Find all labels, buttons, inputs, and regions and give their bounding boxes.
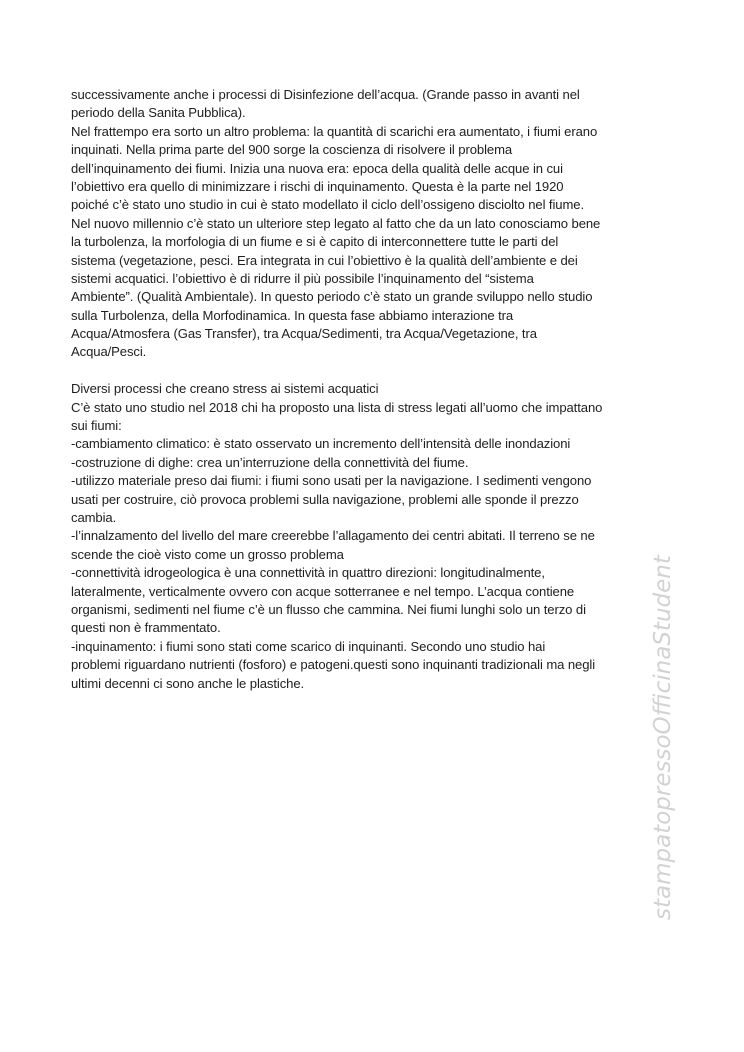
text-line: Nel frattempo era sorto un altro problema: la quantità di scarichi era aumentato, i fiumi erano	[71, 123, 598, 139]
text-line: cambia.	[71, 509, 117, 525]
text-line: -cambiamento climatico: è stato osservato un incremento dell’intensità delle inondazioni	[71, 436, 571, 452]
text-line: ultimi decenni ci sono anche le plastiche.	[71, 675, 305, 691]
text-line: Ambiente”. (Qualità Ambientale). In questo periodo c’è stato un grande sviluppo nello studio	[71, 289, 593, 305]
text-line: Acqua/Atmosfera (Gas Transfer), tra Acqua/Sedimenti, tra Acqua/Vegetazione, tra	[71, 326, 537, 342]
blank-line	[71, 362, 681, 380]
text-line: -utilizzo materiale preso dai fiumi: i fiumi sono usati per la navigazione. I sedimenti vengono	[71, 473, 592, 489]
document-body	[71, 86, 681, 693]
text-line: Acqua/Pesci.	[71, 344, 147, 360]
text-line: poiché c’è stato uno studio in cui è stato modellato il ciclo dell’ossigeno disciolto nel fiume.	[71, 197, 584, 213]
text-line: sistemi acquatici. l’obiettivo è di ridurre il più possibile l’inquinamento del “sistema	[71, 270, 534, 286]
text-line: inquinati. Nella prima parte del 900 sorge la coscienza di risolvere il problema	[71, 142, 513, 158]
text-line: dell’inquinamento dei fiumi. Inizia una nuova era: epoca della qualità delle acque in cui	[71, 160, 563, 176]
text-line: sistema (vegetazione, pesci. Era integrata in cui l’obiettivo è la qualità dell’ambiente e dei	[71, 252, 578, 268]
text-line: -connettività idrogeologica è una connettività in quattro direzioni: longitudinalmente,	[71, 565, 545, 581]
text-line: successivamente anche i processi di Disinfezione dell’acqua. (Grande passo in avanti nel	[71, 87, 580, 102]
text-line: C’è stato uno studio nel 2018 chi ha proposto una lista di stress legati all’uomo che impattano	[71, 399, 603, 415]
text-line: lateralmente, verticalmente ovvero con acque sotterranee e nel tempo. L’acqua contiene	[71, 583, 575, 599]
text-line: periodo della Sanita Pubblica).	[71, 105, 246, 121]
text-line: usati per costruire, ciò provoca problemi sulla navigazione, problemi alle sponde il prezzo	[71, 491, 579, 507]
text-line: problemi riguardano nutrienti (fosforo) e patogeni.questi sono inquinanti tradizionali ma negli	[71, 657, 596, 673]
watermark: stampatopressoOfficinaStudent	[650, 555, 676, 920]
text-line: organismi, sedimenti nel fiume c’è un flusso che cammina. Nei fiumi lunghi solo un terzo di	[71, 601, 586, 617]
text-line: sulla Turbolenza, della Morfodinamica. In questa fase abbiamo interazione tra	[71, 307, 514, 323]
text-line: sui fiumi:	[71, 418, 122, 434]
text-line: la turbolenza, la morfologia di un fiume e si è capito di interconnettere tutte le parti del	[71, 234, 559, 250]
text-line: -inquinamento: i fiumi sono stati come scarico di inquinanti. Secondo uno studio hai	[71, 638, 546, 654]
text-line: -l’innalzamento del livello del mare creerebbe l’allagamento dei centri abitati. Il terreno se ne	[71, 528, 595, 544]
text-line: l’obiettivo era quello di minimizzare i rischi di inquinamento. Questa è la parte nel 1920	[71, 178, 564, 194]
text-line: Nel nuovo millennio c’è stato un ulteriore step legato al fatto che da un lato conosciamo bene	[71, 215, 601, 231]
text-line: -costruzione di dighe: crea un’interruzione della connettività del fiume.	[71, 454, 469, 470]
text-line: questi non è frammentato.	[71, 620, 221, 636]
text-line: scende the cioè visto come un grosso problema	[71, 546, 344, 562]
text-line: Diversi processi che creano stress ai sistemi acquatici	[71, 381, 379, 397]
